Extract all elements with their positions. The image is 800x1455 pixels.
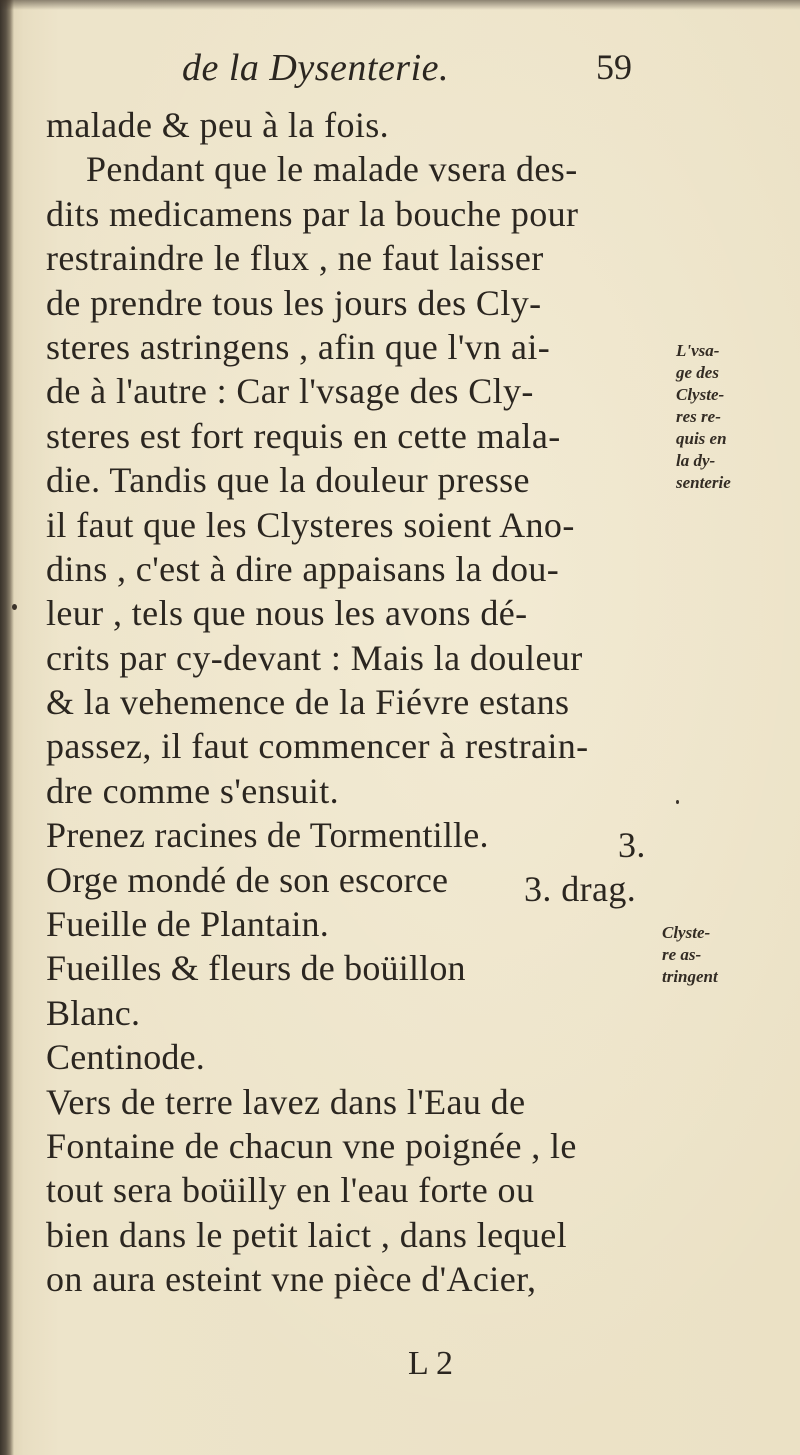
ink-speck: [12, 604, 17, 610]
recipe-ingredient: Blanc.: [46, 992, 141, 1033]
margin-note-clysteres: [676, 340, 731, 494]
text-line: dins , c'est à dire appaisans la dou-: [46, 548, 560, 589]
recipe-ingredient: Prenez racines de Tormentille.: [46, 815, 489, 856]
text-line: on aura esteint vne pièce d'Acier,: [46, 1259, 537, 1300]
text-line: dre comme s'ensuit.: [46, 770, 340, 811]
recipe-quantity: 3. drag.: [524, 869, 637, 909]
margin-note-line: Clyste-: [662, 923, 711, 942]
text-line: bien dans le petit laict , dans lequel: [46, 1214, 568, 1255]
main-text-block: [46, 103, 658, 1302]
text-line: passez, il faut commencer à restrain-: [46, 726, 589, 767]
text-line: crits par cy-devant : Mais la douleur: [46, 637, 583, 678]
text-line: die. Tandis que la douleur presse: [46, 460, 530, 501]
margin-note-line: la dy-: [676, 451, 716, 470]
margin-note-line: Clyste-: [676, 385, 725, 404]
text-line: malade & peu à la fois.: [46, 105, 390, 145]
text-line: steres astringens , afin que l'vn ai-: [46, 326, 551, 367]
recipe-line: [46, 1035, 658, 1079]
text-line: il faut que les Clysteres soient Ano-: [46, 504, 575, 545]
page-binding-edge: [0, 0, 14, 1455]
text-line: restraindre le flux , ne faut laisser: [46, 238, 544, 279]
text-line: tout sera boüilly en l'eau forte ou: [46, 1170, 535, 1211]
running-head-title: de la Dysenterie.: [182, 47, 450, 89]
recipe-ingredient: Fueilles & fleurs de boüillon: [46, 948, 466, 989]
text-line: steres est fort requis en cette mala-: [46, 415, 561, 456]
margin-note-line: senterie: [676, 473, 731, 492]
recipe-quantity: 3.: [618, 825, 646, 865]
page-top-shadow: [0, 0, 800, 10]
text-line: de à l'autre : Car l'vsage des Cly-: [46, 371, 534, 412]
text-line: & la vehemence de la Fiévre estans: [46, 682, 570, 723]
text-line: de prendre tous les jours des Cly-: [46, 282, 542, 323]
recipe-line: [46, 991, 658, 1035]
signature-mark: L 2: [408, 1345, 454, 1382]
recipe-line: [46, 946, 658, 990]
ink-speck: [676, 800, 679, 804]
margin-note-line: quis en: [676, 429, 727, 448]
recipe-ingredient: Orge mondé de son escorce: [46, 859, 449, 900]
recipe-ingredient: Fueille de Plantain.: [46, 904, 329, 945]
margin-note-line: tringent: [662, 967, 718, 986]
page-number: 59: [596, 47, 632, 87]
recipe-line: [46, 813, 658, 857]
text-line: leur , tels que nous les avons dé-: [46, 593, 528, 634]
text-line: dits medicamens par la bouche pour: [46, 193, 579, 234]
margin-note-line: re as-: [662, 945, 702, 964]
text-line: Fontaine de chacun vne poignée , le: [46, 1125, 577, 1166]
text-line: Pendant que le malade vsera des-: [86, 149, 578, 190]
recipe-ingredient: Centinode.: [46, 1037, 205, 1078]
margin-note-line: res re-: [676, 407, 721, 426]
margin-note-line: ge des: [676, 363, 719, 382]
margin-note-clystere-astringent: [662, 922, 718, 988]
margin-note-line: L'vsa-: [676, 341, 720, 360]
text-line: Vers de terre lavez dans l'Eau de: [46, 1081, 526, 1122]
